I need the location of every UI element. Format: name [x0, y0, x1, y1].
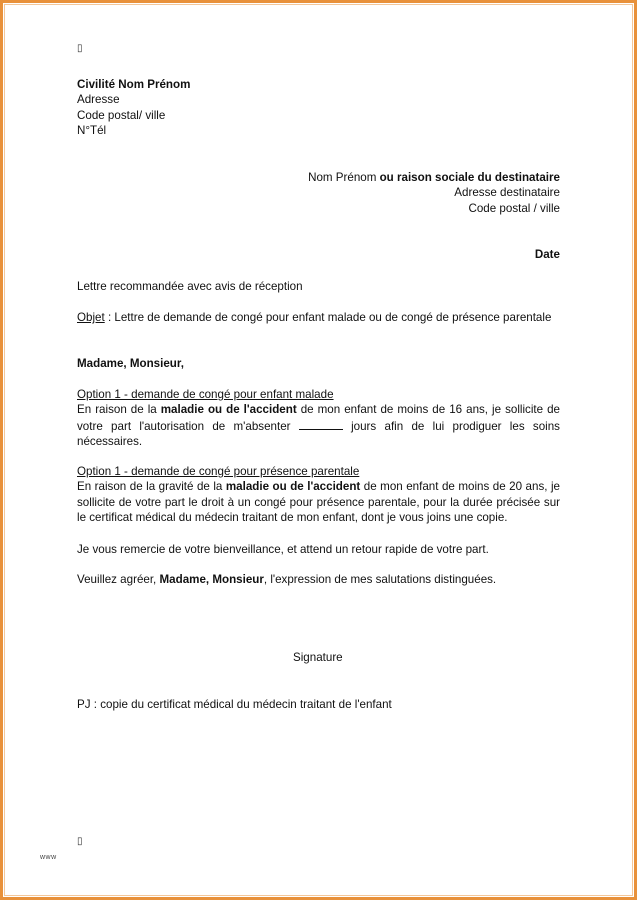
option-2-illness: maladie: [225, 480, 270, 493]
option-2-text-2: de mon enfant de moins de 20 ans, je sollicite de votre part le droit à un congé pour présence parentale, pour la durée précisée sur le certificat médical du médecin traitant de mon enfant, dont je vous joins une copie.: [77, 480, 560, 524]
recipient-name: [308, 170, 560, 186]
recipient-name-prefix: Nom Prénom: [308, 171, 380, 184]
letter-date: Date: [534, 248, 560, 261]
option-1-text-2: de mon enfant de moins de 16 ans, je sollicite de votre part l'autorisation de m'absenter: [77, 403, 561, 433]
option-1-or: ou de l': [203, 403, 250, 416]
recipient-name-suffix: ou raison sociale du destinataire: [379, 171, 560, 184]
sender-city: Code postal/ ville: [77, 109, 166, 122]
footer-text: www: [40, 854, 57, 861]
salutation: Madame, Monsieur,: [77, 357, 184, 370]
closing-text: Veuillez agréer,: [77, 573, 160, 586]
option-2-accident: accident: [313, 480, 361, 493]
option-2-title: Option 1 - demande de congé pour présence parentale: [77, 465, 360, 478]
object-label: Objet: [77, 311, 105, 324]
option-2-or: ou de l': [269, 480, 314, 493]
object-text: : Lettre de demande de congé pour enfant malade ou de congé de présence parentale: [104, 311, 552, 324]
option-1-title: Option 1 - demande de congé pour enfant malade: [77, 388, 334, 401]
attachment-note: PJ : copie du certificat médical du médecin traitant de l'enfant: [77, 698, 392, 711]
option-2-body: [77, 479, 560, 526]
option-1-text-3: jours afin de lui prodiguer les soins nécessaires.: [77, 419, 560, 448]
thanks-paragraph: Je vous remercie de votre bienveillance, et attend un retour rapide de votre part.: [77, 543, 489, 556]
option-1-body: [77, 402, 560, 450]
letter-object: [77, 310, 551, 326]
signature: Signature: [293, 651, 343, 664]
option-1-text: En raison de la: [77, 403, 161, 416]
closing-recipient: Madame, Monsieur: [159, 573, 264, 586]
recipient-city: Code postal / ville: [468, 202, 560, 215]
bottom-mark: ▯: [77, 836, 83, 847]
top-mark: ▯: [77, 43, 83, 54]
sender-phone: N°Tél: [77, 124, 107, 137]
delivery-mode: Lettre recommandée avec avis de réception: [77, 280, 303, 293]
option-2-text: En raison de la gravité de la: [77, 480, 226, 493]
closing-text-2: , l'expression de mes salutations distinguées.: [263, 573, 497, 586]
recipient-address: Adresse destinataire: [454, 186, 560, 199]
option-1-accident: accident: [249, 403, 297, 416]
sender-address: Adresse: [77, 93, 120, 106]
days-blank-field[interactable]: [299, 418, 343, 430]
option-1-illness: maladie: [160, 403, 204, 416]
sender-name: Civilité Nom Prénom: [77, 78, 191, 91]
closing-paragraph: [77, 572, 496, 588]
